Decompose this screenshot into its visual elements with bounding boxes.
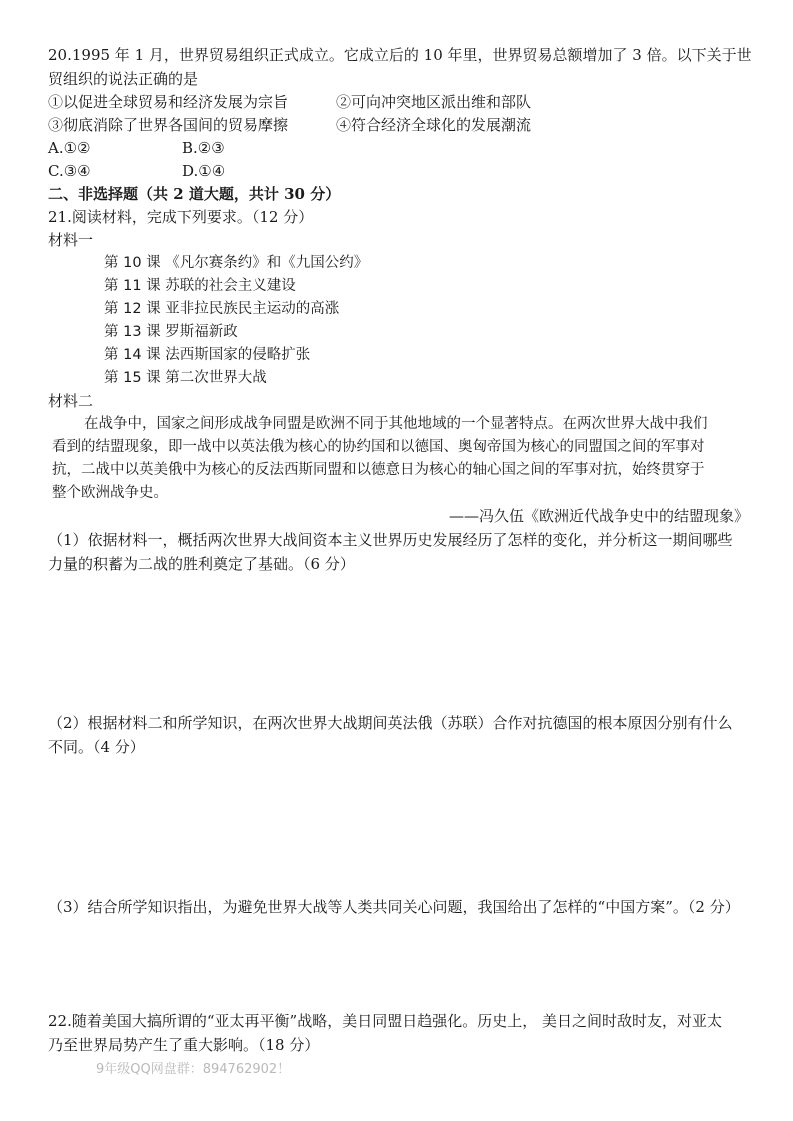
- material2-line: 在战争中，国家之间形成战争同盟是欧洲不同于其他地域的一个显著特点。在两次世界大战中我们: [84, 416, 708, 432]
- material2-line: 抗，二战中以英美俄中为核心的反法西斯同盟和以德意日为核心的轴心国之间的军事对抗，始终贯穿于: [52, 462, 705, 478]
- q20-statement-3: ③彻底消除了世界各国间的贸易摩擦: [48, 116, 289, 134]
- watermark: 9年级QQ网盘群：894762902！: [96, 1062, 291, 1077]
- q20-stem-line2: 贸组织的说法正确的是: [48, 70, 199, 88]
- section-heading: 二、非选择题（共 2 道大题，共计 30 分）: [48, 185, 341, 203]
- q22-line2: 乃至世界局势产生了重大影响。（18 分）: [48, 1036, 320, 1054]
- lesson-item: 第 13 课 罗斯福新政: [104, 324, 238, 340]
- q20-statement-1: ①以促进全球贸易和经济发展为宗旨: [48, 93, 289, 111]
- q20-option-c: C.③④: [48, 162, 91, 180]
- q20-statement-2: ②可向冲突地区派出维和部队: [336, 93, 532, 111]
- q21-sub1-line1: （1）依据材料一，概括两次世界大战间资本主义世界历史发展经历了怎样的变化，并分析这一期间哪些: [48, 531, 733, 549]
- material1-label: 材料一: [48, 231, 94, 249]
- lesson-item: 第 15 课 第二次世界大战: [104, 370, 267, 386]
- q20-option-a: A.①②: [48, 139, 91, 157]
- lesson-item: 第 11 课 苏联的社会主义建设: [104, 278, 296, 294]
- lesson-item: 第 10 课 《凡尔赛条约》和《九国公约》: [104, 255, 369, 271]
- material2-line: 整个欧洲战争史。: [52, 485, 168, 501]
- lesson-item: 第 12 课 亚非拉民族民主运动的高涨: [104, 301, 340, 317]
- q20-option-b: B.②③: [182, 139, 225, 157]
- material2-label: 材料二: [48, 392, 94, 410]
- q21-stem: 21.阅读材料，完成下列要求。（12 分）: [48, 208, 314, 226]
- q21-sub1-line2: 力量的积蓄为二战的胜利奠定了基础。（6 分）: [48, 555, 355, 573]
- q20-statement-4: ④符合经济全球化的发展潮流: [336, 116, 532, 134]
- q21-sub2-line1: （2）根据材料二和所学知识，在两次世界大战期间英法俄（苏联）合作对抗德国的根本原因分别有什么: [48, 714, 733, 732]
- q21-sub2-line2: 不同。（4 分）: [48, 738, 145, 756]
- lesson-item: 第 14 课 法西斯国家的侵略扩张: [104, 347, 311, 363]
- q22-line1: 22.随着美国大搞所谓的“亚太再平衡”战略，美日同盟日趋强化。历史上， 美日之间时敌时友，对亚太: [48, 1012, 722, 1030]
- material2-line: 看到的结盟现象，即一战中以英法俄为核心的协约国和以德国、奥匈帝国为核心的同盟国之间的军事对: [52, 439, 705, 455]
- q20-stem-line1: 20.1995 年 1 月，世界贸易组织正式成立。它成立后的 10 年里，世界贸易总额增加了 3 倍。以下关于世: [48, 46, 752, 64]
- material2-source: ——冯久伍《欧洲近代战争史中的结盟现象》: [448, 507, 749, 525]
- q21-sub3: （3）结合所学知识指出，为避免世界大战等人类共同关心问题，我国给出了怎样的“中国方案”。（2 分）: [48, 898, 740, 916]
- q20-option-d: D.①④: [182, 162, 226, 180]
